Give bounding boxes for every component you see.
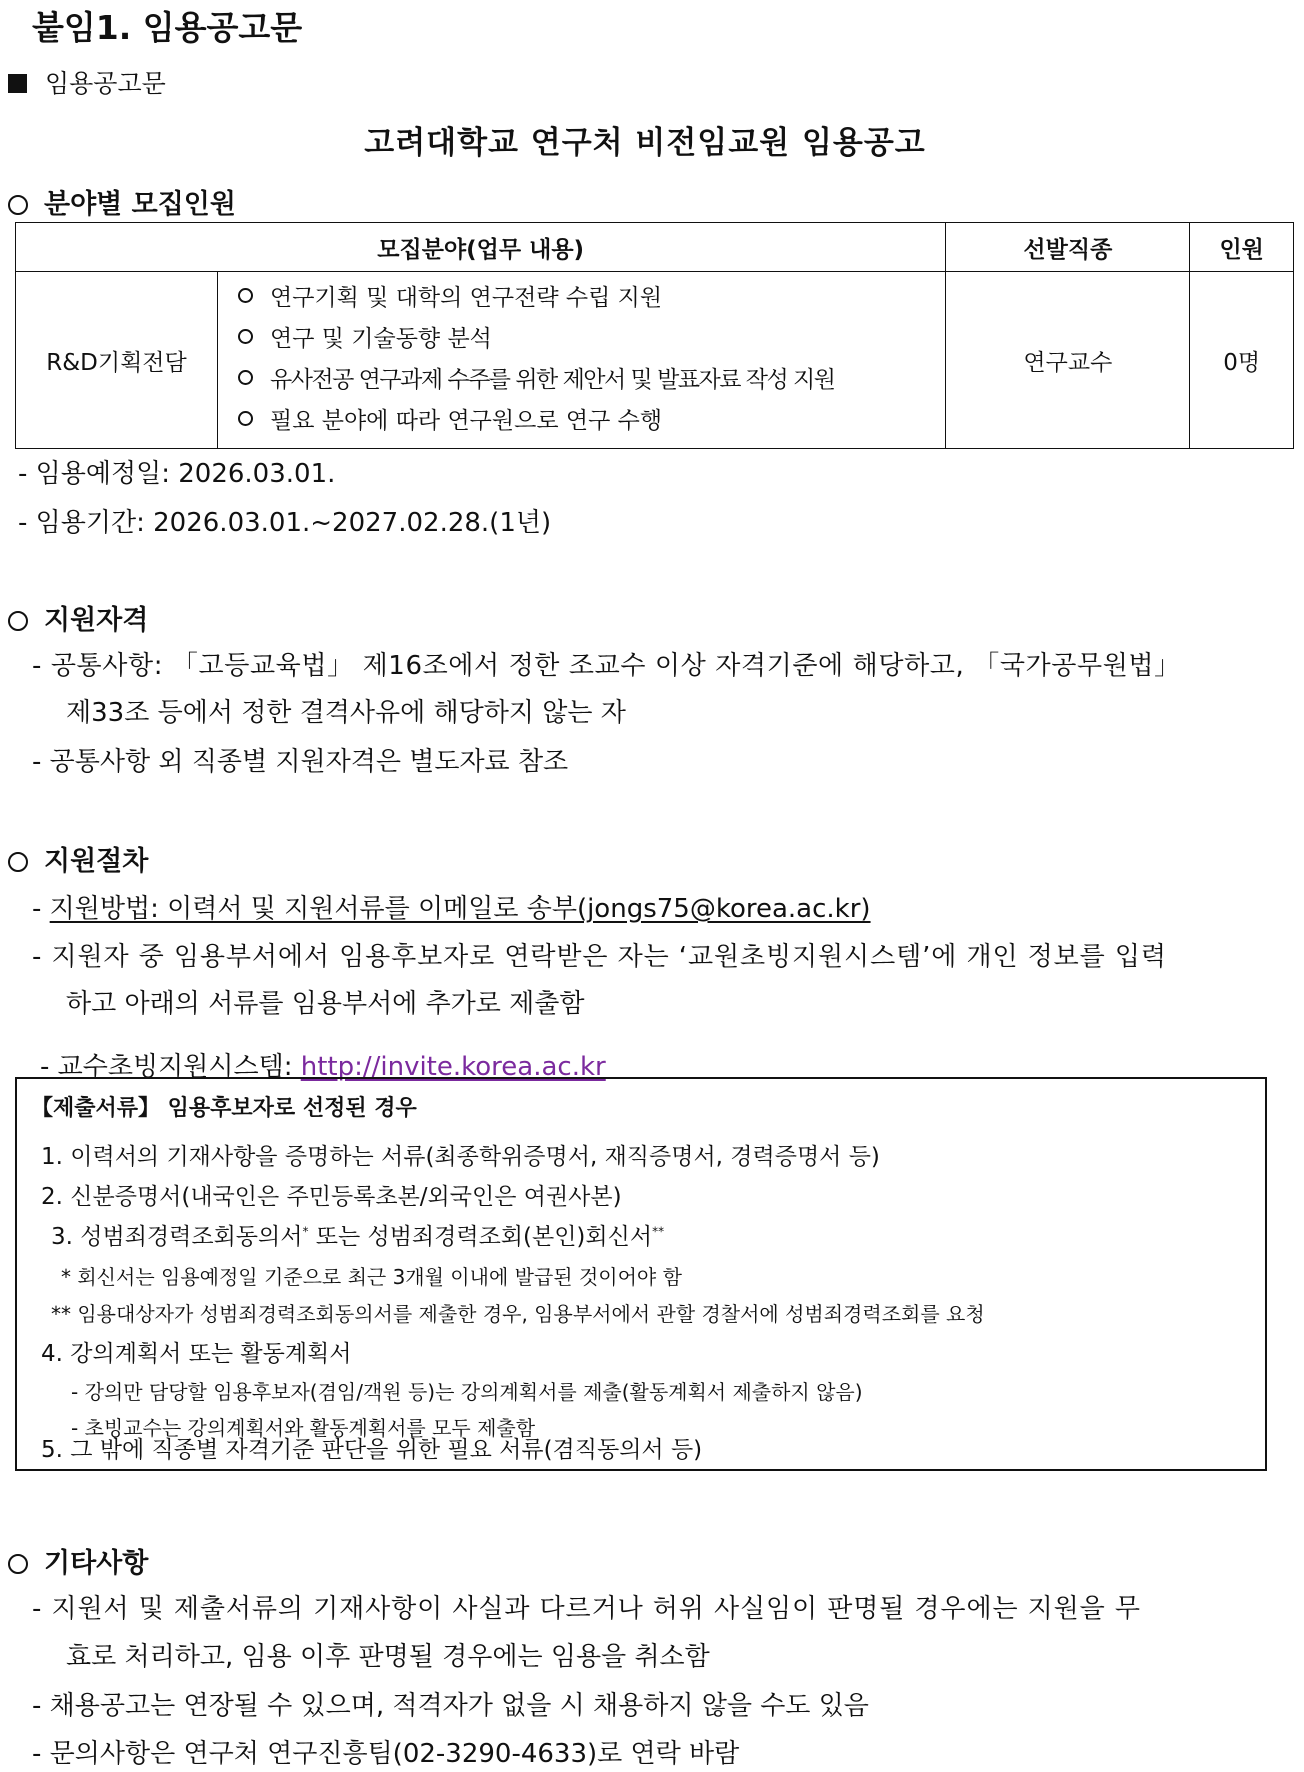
- list-item: 3. 성범죄경력조회동의서* 또는 성범죄경력조회(본인)회신서**: [51, 1224, 665, 1250]
- documents-box: [15, 1077, 1267, 1471]
- application-method-text: 지원방법: 이력서 및 지원서류를 이메일로 송부(jongs75@korea.ac.kr): [49, 894, 871, 924]
- list-subitem: - 초빙교수는 강의계획서와 활동계획서를 모두 제출함: [71, 1416, 536, 1440]
- subheading: [8, 64, 166, 100]
- circle-bullet-icon: [8, 611, 28, 631]
- appointment-date: - 임용예정일: 2026.03.01.: [18, 459, 336, 489]
- candidate-instruction: - 지원자 중 임용부서에서 임용후보자로 연락받은 자는 ‘교원초빙지원시스템’에 개인 정보를 입력: [32, 942, 1167, 972]
- system-link[interactable]: http://invite.korea.ac.kr: [300, 1052, 606, 1082]
- column-header-count: 인원: [1190, 223, 1294, 272]
- system-line: - 교수초빙지원시스템: http://invite.korea.ac.kr: [40, 1052, 606, 1082]
- circle-bullet-icon: [238, 411, 253, 426]
- section-heading-qualification: 지원자격: [8, 598, 148, 637]
- table-header-row: [16, 223, 1294, 272]
- qualification-common: - 공통사항: 「고등교육법」 제16조에서 정한 조교수 이상 자격기준에 해당하고, 「국가공무원법」: [32, 651, 1181, 681]
- section-heading-procedure: 지원절차: [8, 839, 148, 878]
- circle-bullet-icon: [238, 329, 253, 344]
- subheading-text: 임용공고문: [45, 69, 166, 98]
- list-item: 5. 그 밖에 직종별 자격기준 판단을 위한 필요 서류(겸직동의서 등): [41, 1437, 703, 1463]
- list-item: 필요 분야에 따라 연구원으로 연구 수행: [238, 401, 945, 442]
- list-item: 연구 및 기술동향 분석: [238, 319, 945, 360]
- candidate-instruction-cont: 하고 아래의 서류를 임용부서에 추가로 제출함: [66, 989, 585, 1019]
- attachment-title: 붙임1. 임용공고문: [32, 8, 303, 47]
- circle-bullet-icon: [8, 852, 28, 872]
- etc-line: - 문의사항은 연구처 연구진흥팀(02-3290-4633)로 연락 바람: [32, 1739, 740, 1769]
- footnote: * 회신서는 임용예정일 기준으로 최근 3개월 이내에 발급된 것이어야 함: [61, 1265, 682, 1289]
- recruitment-table: [15, 222, 1294, 449]
- etc-line-cont: 효로 처리하고, 임용 이후 판명될 경우에는 임용을 취소함: [66, 1642, 710, 1672]
- circle-bullet-icon: [238, 288, 253, 303]
- section-heading-etc: 기타사항: [8, 1541, 148, 1580]
- qualification-other: - 공통사항 외 직종별 지원자격은 별도자료 참조: [32, 747, 569, 777]
- circle-bullet-icon: [238, 370, 253, 385]
- qualification-common-cont: 제33조 등에서 정한 결격사유에 해당하지 않는 자: [66, 698, 626, 728]
- count-cell: 0명: [1190, 272, 1294, 449]
- field-duty-cell: [16, 272, 945, 448]
- application-method: - 지원방법: 이력서 및 지원서류를 이메일로 송부(jongs75@korea.ac.kr): [32, 894, 871, 924]
- list-item: 유사전공 연구과제 수주를 위한 제안서 및 발표자료 작성 지원: [238, 360, 945, 401]
- list-item: 4. 강의계획서 또는 활동계획서: [41, 1341, 352, 1367]
- list-subitem: - 강의만 담당할 임용후보자(겸임/객원 등)는 강의계획서를 제출(활동계획서 제출하지 않음): [71, 1380, 863, 1404]
- document-title: 고려대학교 연구처 비전임교원 임용공고: [364, 125, 926, 161]
- etc-line: - 지원서 및 제출서류의 기재사항이 사실과 다르거나 허위 사실임이 판명될 경우에는 지원을 무: [32, 1594, 1141, 1624]
- circle-bullet-icon: [8, 1554, 28, 1574]
- column-header-field: 모집분야(업무 내용): [16, 223, 946, 272]
- duty-list: [218, 272, 946, 448]
- position-cell: 연구교수: [946, 272, 1190, 449]
- circle-bullet-icon: [8, 195, 28, 215]
- footnote: ** 임용대상자가 성범죄경력조회동의서를 제출한 경우, 임용부서에서 관할 경찰서에 성범죄경력조회를 요청: [51, 1302, 985, 1326]
- list-item: 1. 이력서의 기재사항을 증명하는 서류(최종학위증명서, 재직증명서, 경력증명서 등): [41, 1144, 880, 1170]
- section-heading-recruit: 분야별 모집인원: [8, 182, 236, 221]
- field-name: R&D기획전담: [16, 272, 218, 448]
- column-header-position: 선발직종: [946, 223, 1190, 272]
- table-row: [16, 272, 1294, 449]
- square-bullet-icon: [8, 74, 27, 93]
- list-item: 2. 신분증명서(내국인은 주민등록초본/외국인은 여권사본): [41, 1184, 622, 1210]
- etc-line: - 채용공고는 연장될 수 있으며, 적격자가 없을 시 채용하지 않을 수도 있음: [32, 1691, 869, 1721]
- list-item: 연구기획 및 대학의 연구전략 수립 지원: [238, 278, 945, 319]
- appointment-period: - 임용기간: 2026.03.01.~2027.02.28.(1년): [18, 508, 552, 538]
- documents-title: 【제출서류】 임용후보자로 선정된 경우: [31, 1096, 417, 1121]
